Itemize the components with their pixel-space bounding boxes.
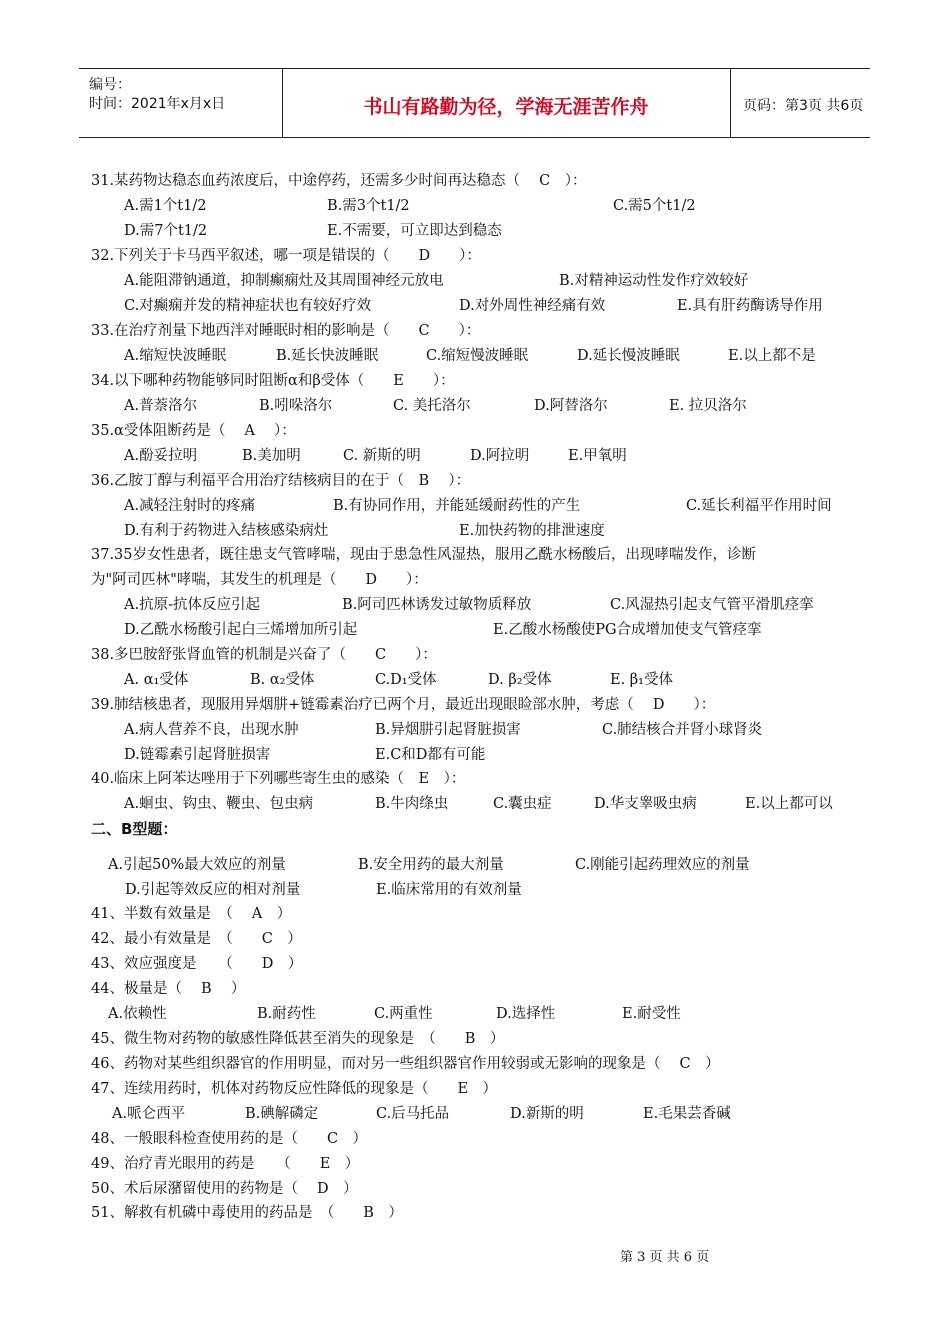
- header-page-number: 页码：第3页 共6页: [743, 98, 864, 114]
- q40-option-d: D.华支睾吸虫病: [594, 796, 697, 812]
- doc-time-label: 时间：2021年x月x日: [89, 96, 226, 112]
- q39-option-a: A.病人营养不良，出现水肿: [124, 722, 299, 738]
- group1-option-c: C.刚能引起药理效应的剂量: [575, 857, 750, 873]
- question-45: 45、微生物对药物的敏感性降低甚至消失的现象是 （ B ）: [91, 1031, 505, 1047]
- q32-option-e: E.具有肝药酶诱导作用: [677, 298, 823, 314]
- question-36: 36.乙胺丁醇与利福平合用治疗结核病目的在于（ B ）：: [91, 473, 471, 489]
- group3-option-e: E.毛果芸香碱: [643, 1106, 731, 1122]
- q33-option-c: C.缩短慢波睡眠: [426, 348, 529, 364]
- q38-option-e: E. β₁受体: [610, 672, 673, 688]
- group1-option-b: B.安全用药的最大剂量: [358, 857, 504, 873]
- question-41: 41、半数有效量是 （ A ）: [91, 906, 292, 922]
- question-46: 46、药物对某些组织器官的作用明显，而对另一些组织器官作用较弱或无影响的现象是（ C ）: [91, 1056, 720, 1072]
- q36-option-c: C.延长利福平作用时间: [686, 498, 832, 514]
- question-38: 38.多巴胺舒张肾血管的机制是兴奋了（ C ）：: [91, 647, 437, 663]
- q35-option-e: E.甲氧明: [568, 448, 627, 464]
- q32-option-b: B.对精神运动性发作疗效较好: [559, 273, 749, 289]
- q34-option-c: C. 美托洛尔: [393, 398, 471, 414]
- q40-option-a: A.蛔虫、钩虫、鞭虫、包虫病: [124, 796, 314, 812]
- q36-option-e: E.加快药物的排泄速度: [459, 523, 605, 539]
- motto-text: 书山有路勤为径，学海无涯苦作舟: [363, 96, 649, 118]
- group3-option-a: A.哌仑西平: [112, 1106, 186, 1122]
- q32-option-a: A.能阻滞钠通道，抑制癫痫灶及其周围神经元放电: [124, 273, 444, 289]
- q33-option-e: E.以上都不是: [728, 348, 816, 364]
- q31-option-a: A.需1个t1/2: [124, 198, 207, 214]
- question-43: 43、效应强度是 （ D ）: [91, 956, 303, 972]
- q38-option-d: D. β₂受体: [488, 672, 552, 688]
- q32-option-d: D.对外周性神经痛有效: [459, 298, 606, 314]
- group1-option-e: E.临床常用的有效剂量: [376, 882, 522, 898]
- q38-option-a: A. α₁受体: [124, 672, 189, 688]
- q35-option-a: A.酚妥拉明: [124, 448, 198, 464]
- q37-option-e: E.乙酸水杨酸使PG合成增加使支气管痉挛: [493, 622, 762, 638]
- group2-option-d: D.选择性: [496, 1006, 556, 1022]
- header-page-cell: [730, 69, 870, 137]
- question-33: 33.在治疗剂量下地西泮对睡眠时相的影响是（ C ）：: [91, 323, 481, 339]
- q37-option-d: D.乙酰水杨酸引起白三烯增加所引起: [124, 622, 358, 638]
- q40-option-e: E.以上都可以: [745, 796, 833, 812]
- q39-option-b: B.异烟肼引起肾脏损害: [375, 722, 521, 738]
- q40-option-b: B.牛肉绦虫: [375, 796, 449, 812]
- group3-option-b: B.碘解磷定: [245, 1106, 319, 1122]
- q36-option-b: B.有协同作用，并能延缓耐药性的产生: [333, 498, 581, 514]
- q33-option-d: D.延长慢波睡眠: [577, 348, 680, 364]
- header-motto-cell: [282, 69, 731, 137]
- question-50: 50、术后尿潴留使用的药物是（ D ）: [91, 1181, 358, 1197]
- question-49: 49、治疗青光眼用的药是 （ E ）: [91, 1156, 360, 1172]
- q40-option-c: C.囊虫症: [493, 796, 552, 812]
- group3-option-c: C.后马托品: [376, 1106, 450, 1122]
- q31-option-b: B.需3个t1/2: [327, 198, 410, 214]
- q34-option-e: E. 拉贝洛尔: [669, 398, 747, 414]
- group2-option-e: E.耐受性: [622, 1006, 681, 1022]
- question-34: 34.以下哪种药物能够同时阻断α和β受体（ E ）：: [91, 373, 455, 389]
- q37-option-b: B.阿司匹林诱发过敏物质释放: [342, 597, 532, 613]
- q37-option-c: C.风湿热引起支气管平滑肌痉挛: [610, 597, 814, 613]
- q34-option-a: A.普萘洛尔: [124, 398, 198, 414]
- question-42: 42、最小有效量是 （ C ）: [91, 931, 302, 947]
- header-info-cell: [79, 69, 283, 137]
- q35-option-b: B.美加明: [242, 448, 301, 464]
- q36-option-d: D.有利于药物进入结核感染病灶: [124, 523, 329, 539]
- question-39: 39.肺结核患者，现服用异烟肼+链霉素治疗已两个月，最近出现眼睑部水肿，考虑（ D ）：: [91, 697, 716, 713]
- q36-option-a: A.减轻注射时的疼痛: [124, 498, 256, 514]
- question-48: 48、一般眼科检查使用药的是（ C ）: [91, 1131, 368, 1147]
- q31-option-e: E.不需要，可立即达到稳态: [327, 223, 502, 239]
- group2-option-c: C.两重性: [374, 1006, 433, 1022]
- q39-option-e: E.C和D都有可能: [375, 747, 486, 763]
- q35-option-d: D.阿拉明: [470, 448, 530, 464]
- question-37-line-2: 为"阿司匹林"哮喘，其发生的机理是（ D ）：: [91, 572, 428, 588]
- question-44: 44、极量是（ B ）: [91, 981, 246, 997]
- doc-code-label: 编号：: [89, 77, 131, 93]
- question-51: 51、解救有机磷中毒使用的药品是 （ B ）: [91, 1205, 403, 1221]
- q39-option-c: C.肺结核合并肾小球肾炎: [602, 722, 763, 738]
- group2-option-b: B.耐药性: [257, 1006, 316, 1022]
- q33-option-b: B.延长快波睡眠: [276, 348, 379, 364]
- q38-option-b: B. α₂受体: [250, 672, 315, 688]
- question-37-line-1: 37.35岁女性患者，既往患支气管哮喘，现由于患急性风湿热，服用乙酰水杨酸后，出现哮喘发作，诊断: [91, 547, 757, 563]
- page-header: [79, 68, 870, 138]
- q31-option-c: C.需5个t1/2: [613, 198, 696, 214]
- group2-option-a: A.依赖性: [108, 1006, 167, 1022]
- question-32: 32.下列关于卡马西平叙述，哪一项是错误的（ D ）：: [91, 248, 481, 264]
- group1-option-d: D.引起等效反应的相对剂量: [125, 882, 301, 898]
- section-b-heading: 二、B型题：: [91, 820, 178, 838]
- q34-option-b: B.吲哚洛尔: [259, 398, 333, 414]
- q35-option-c: C. 新斯的明: [343, 448, 421, 464]
- question-35: 35.α受体阻断药是（ A ）：: [91, 423, 296, 439]
- q34-option-d: D.阿替洛尔: [534, 398, 608, 414]
- group3-option-d: D.新斯的明: [510, 1106, 584, 1122]
- q39-option-d: D.链霉素引起肾脏损害: [124, 747, 271, 763]
- q38-option-c: C.D₁受体: [375, 672, 437, 688]
- question-31: 31.某药物达稳态血药浓度后，中途停药，还需多少时间再达稳态（ C ）：: [91, 173, 587, 189]
- footer-page-number: 第 3 页 共 6 页: [620, 1250, 710, 1265]
- question-47: 47、连续用药时，机体对药物反应性降低的现象是（ E ）: [91, 1081, 498, 1097]
- q31-option-d: D.需7个t1/2: [124, 223, 208, 239]
- q33-option-a: A.缩短快波睡眠: [124, 348, 227, 364]
- q37-option-a: A.抗原-抗体反应引起: [124, 597, 260, 613]
- group1-option-a: A.引起50%最大效应的剂量: [108, 857, 286, 873]
- question-40: 40.临床上阿苯达唑用于下列哪些寄生虫的感染（ E ）：: [91, 771, 466, 787]
- q32-option-c: C.对癫痫并发的精神症状也有较好疗效: [124, 298, 372, 314]
